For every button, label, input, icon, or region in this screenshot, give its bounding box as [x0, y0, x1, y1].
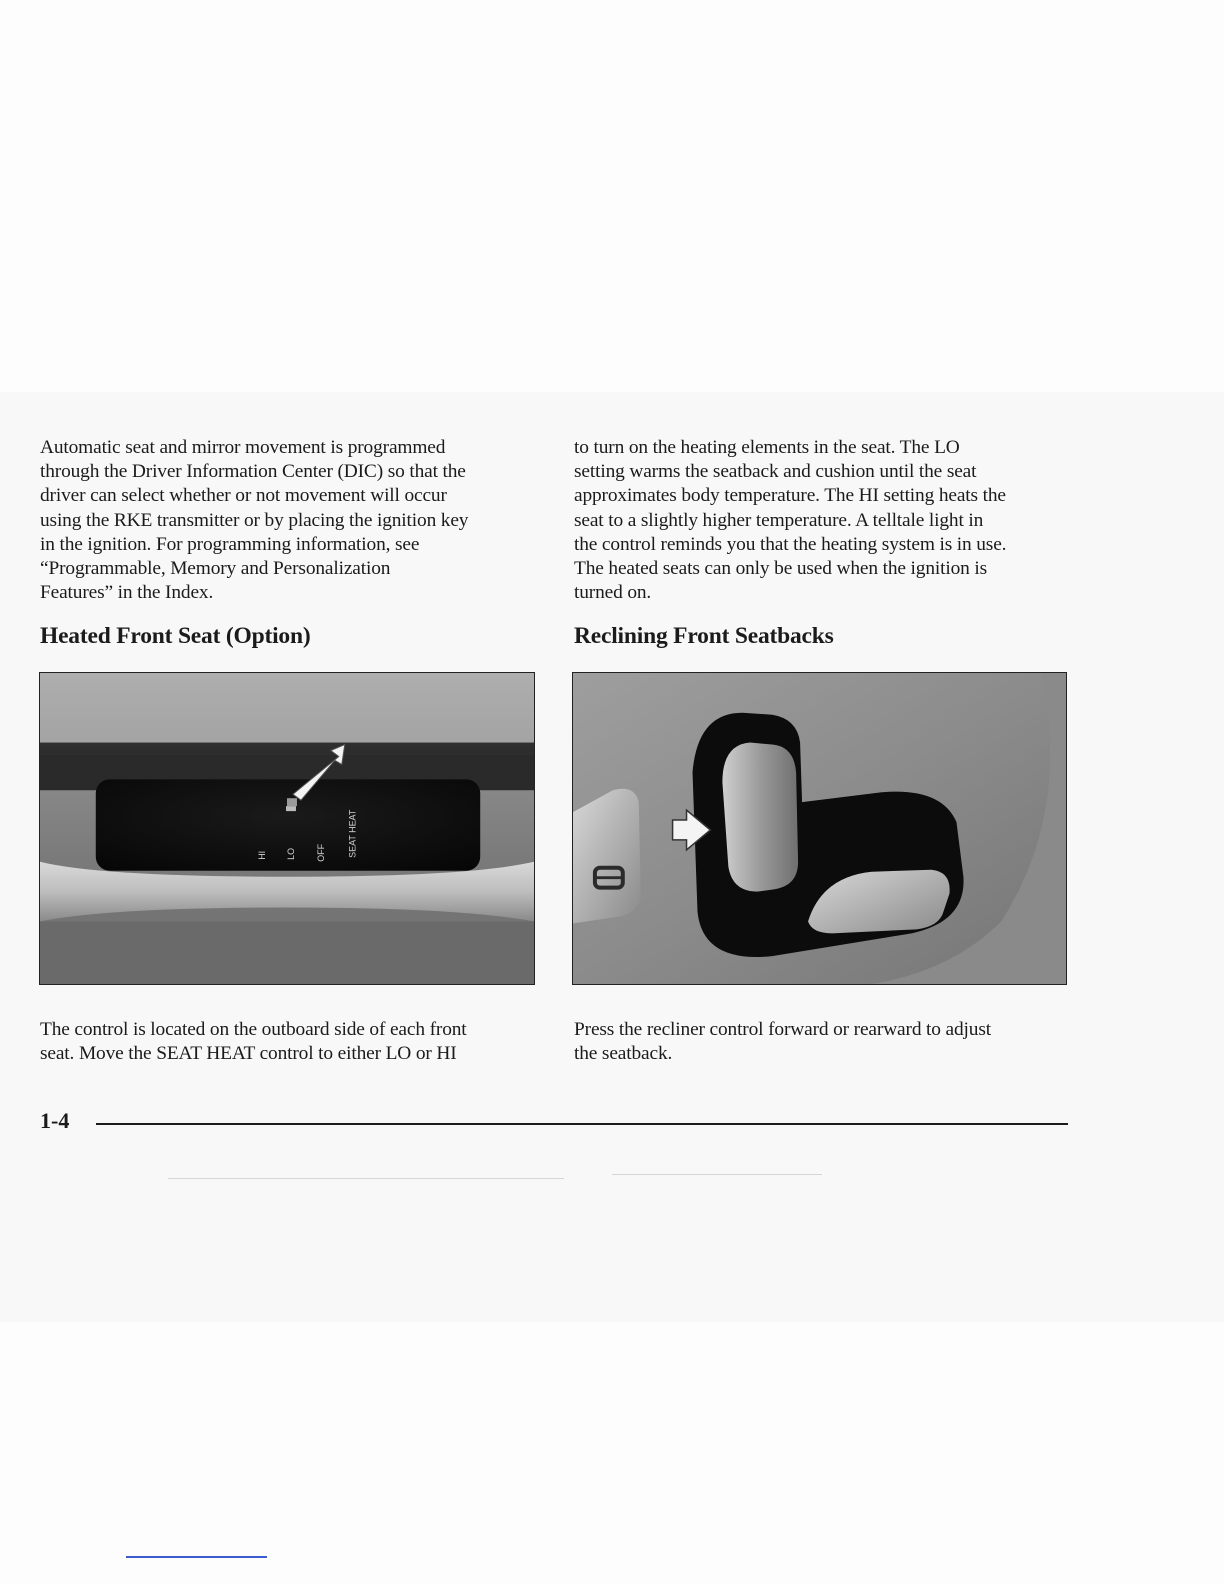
- link-underline: [126, 1556, 267, 1558]
- recliner-control-photo: [572, 672, 1067, 985]
- footer-rule: [96, 1123, 1068, 1125]
- scan-artifact-line: [168, 1178, 564, 1179]
- text-line: driver can select whether or not movement will occur: [40, 485, 447, 507]
- text-line: setting warms the seatback and cushion until the seat: [574, 461, 977, 483]
- text-line: Features” in the Index.: [40, 582, 214, 604]
- text-line: in the ignition. For programming information, see: [40, 533, 420, 555]
- page-number: 1-4: [40, 1108, 70, 1133]
- text-line: through the Driver Information Center (DIC) so that the: [40, 461, 466, 483]
- right-intro-paragraph: [574, 436, 1074, 605]
- text-line: The control is located on the outboard side of each front: [40, 1019, 467, 1040]
- text-line: using the RKE transmitter or by placing the ignition key: [40, 509, 469, 531]
- text-line: Press the recliner control forward or rearward to adjust: [574, 1019, 991, 1040]
- scan-artifact-line: [612, 1174, 822, 1175]
- text-line: the seatback.: [574, 1043, 673, 1065]
- hi-label: HI: [257, 850, 268, 860]
- right-caption-paragraph: [574, 1018, 1074, 1066]
- seat-heat-label: SEAT HEAT: [347, 809, 358, 858]
- text-line: Automatic seat and mirror movement is programmed: [40, 437, 446, 458]
- text-line: seat to a slightly higher temperature. A telltale light in: [574, 509, 984, 531]
- section-heading-reclining-seatbacks: Reclining Front Seatbacks: [574, 623, 834, 649]
- seat-heat-control-photo: [39, 672, 535, 985]
- off-label: OFF: [315, 843, 326, 862]
- left-caption-paragraph: [40, 1018, 540, 1066]
- left-intro-paragraph: [40, 436, 468, 605]
- text-line: to turn on the heating elements in the seat. The LO: [574, 437, 960, 458]
- text-line: the control reminds you that the heating system is in use.: [574, 533, 1007, 555]
- section-heading-heated-seat: Heated Front Seat (Option): [40, 623, 311, 649]
- text-line: seat. Move the SEAT HEAT control to either LO or HI: [40, 1043, 457, 1065]
- text-line: turned on.: [574, 582, 652, 604]
- text-line: The heated seats can only be used when the ignition is: [574, 558, 987, 580]
- seat-heat-switch: [286, 806, 296, 811]
- text-line: approximates body temperature. The HI setting heats the: [574, 485, 1006, 507]
- text-line: “Programmable, Memory and Personalization: [40, 558, 391, 580]
- lo-label: LO: [285, 847, 296, 860]
